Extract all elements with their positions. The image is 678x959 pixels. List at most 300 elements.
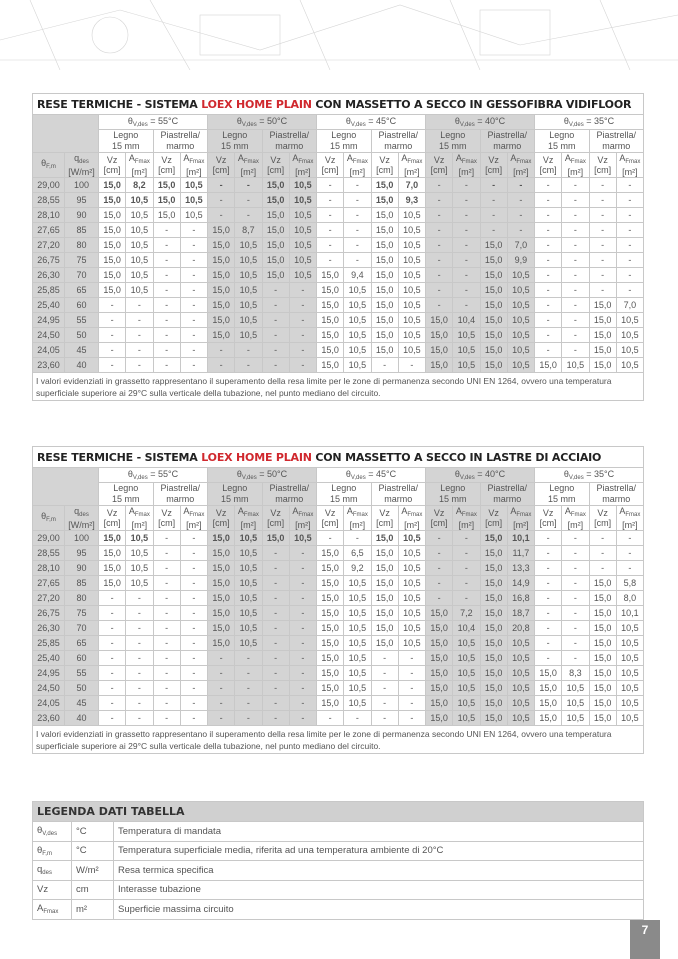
afmax-cell: 10,5 [289,253,316,268]
header-floor-wood [99,130,154,153]
vz-cell: - [208,358,235,373]
vz-cell: 15,0 [480,298,507,313]
afmax-cell: - [562,561,589,576]
header-vz [99,153,126,178]
afmax-cell: 9,3 [398,193,425,208]
subscript: Fmax [625,512,641,518]
specific-yield-cell: 60 [65,651,99,666]
afmax-cell: - [180,666,207,681]
specific-yield-cell: 40 [65,358,99,373]
vz-cell: - [426,576,453,591]
afmax-cell: 10,5 [235,636,262,651]
vz-cell: 15,0 [99,268,126,283]
unit: [m²] [349,520,366,530]
vz-cell: - [317,223,344,238]
vz-cell: - [208,343,235,358]
specific-yield-cell: 65 [65,636,99,651]
theta-symbol: θ [454,469,460,479]
afmax-cell: 10,5 [616,621,643,636]
unit: [m²] [404,520,420,530]
afmax-cell: 10,5 [398,328,425,343]
afmax-cell: 10,5 [562,711,589,726]
vz-cell: - [426,178,453,193]
header-specific-yield [65,506,99,531]
theta-symbol: θ [236,469,242,479]
table-row [33,283,644,298]
afmax-cell: 10,5 [344,681,371,696]
theta-symbol: θ [41,158,47,168]
afmax-cell: 13,3 [507,561,534,576]
table-row [33,561,644,576]
afmax-cell: - [562,621,589,636]
vz-cell: - [208,193,235,208]
vz-cell: 15,0 [480,561,507,576]
afmax-cell: 10,5 [235,298,262,313]
afmax-cell: - [180,681,207,696]
afmax-cell: - [180,223,207,238]
surface-temp-cell: 24,05 [33,696,65,711]
afmax-cell: 10,5 [398,343,425,358]
vz-cell: 15,0 [371,606,398,621]
vz-cell: - [480,223,507,238]
unit: [m²] [349,167,366,177]
vz-cell: - [317,178,344,193]
legend-unit: m² [72,900,114,920]
specific-yield-cell: 85 [65,576,99,591]
specific-yield-cell: 45 [65,343,99,358]
vz-cell: - [153,711,180,726]
afmax-cell: - [289,313,316,328]
vz-cell: 15,0 [208,561,235,576]
afmax-cell: - [453,283,480,298]
table-row [33,711,644,726]
afmax-cell: - [126,328,153,343]
vz-cell: - [153,343,180,358]
vz-label: Vz [270,508,281,518]
vz-cell: 15,0 [317,268,344,283]
vz-cell: 15,0 [317,283,344,298]
afmax-cell: 10,5 [398,576,425,591]
afmax-cell: - [616,546,643,561]
vz-cell: 15,0 [426,606,453,621]
header-floor-wood [317,130,372,153]
afmax-cell: 10,5 [507,343,534,358]
specific-yield-cell: 55 [65,313,99,328]
afmax-cell: - [289,666,316,681]
vz-cell: 15,0 [480,313,507,328]
unit: [m²] [567,167,584,177]
afmax-cell: 10,5 [562,681,589,696]
vz-cell: 15,0 [426,328,453,343]
legend-symbol [33,861,72,881]
specific-yield-cell: 75 [65,253,99,268]
vz-cell: - [535,343,562,358]
afmax-cell: - [398,711,425,726]
afmax-cell: - [126,343,153,358]
vz-cell: - [208,178,235,193]
afmax-cell: 10,5 [398,238,425,253]
vz-cell: 15,0 [208,636,235,651]
floor-thickness: 15 mm [329,141,358,151]
table-row [33,666,644,681]
specific-yield-cell: 65 [65,283,99,298]
vz-cell: - [262,298,289,313]
vz-cell: 15,0 [262,178,289,193]
unit: [m²] [240,520,257,530]
afmax-cell: - [180,606,207,621]
q-symbol: q [74,506,80,516]
floor-label: Piastrella/ [378,130,418,140]
thermal-yield-table-acciaio [32,446,644,754]
header-vz [317,153,344,178]
afmax-cell: - [616,268,643,283]
vz-cell: 15,0 [153,208,180,223]
afmax-cell: 10,5 [616,666,643,681]
floor-label: Piastrella/ [596,483,636,493]
unit: [m²] [186,520,202,530]
header-floor-tile [371,130,426,153]
vz-cell: 15,0 [480,636,507,651]
vz-cell: 15,0 [208,591,235,606]
legend-row [33,900,644,920]
subscript: Fmax [298,512,314,518]
afmax-cell: 10,5 [507,696,534,711]
vz-cell: 15,0 [317,621,344,636]
floor-label: Legno [549,483,575,493]
surface-temp-cell: 23,60 [33,358,65,373]
surface-temp-cell: 24,95 [33,666,65,681]
a-label: A [346,153,353,163]
temp-value: = 50°C [259,116,288,126]
surface-temp-cell: 24,05 [33,343,65,358]
header-vz [589,153,616,178]
legend-symbol [33,900,72,920]
vz-label: Vz [379,508,390,518]
symbol: A [37,903,44,915]
vz-cell: - [262,681,289,696]
table-row [33,591,644,606]
vz-cell: 15,0 [535,711,562,726]
afmax-cell: - [453,223,480,238]
vz-cell: 15,0 [480,591,507,606]
vz-cell: - [262,328,289,343]
table-row [33,531,644,546]
vz-cell: 15,0 [371,591,398,606]
vz-cell: - [589,178,616,193]
unit: [W/m²] [68,167,95,177]
afmax-cell: 8,3 [562,666,589,681]
afmax-cell: - [235,208,262,223]
vz-cell: - [99,651,126,666]
afmax-cell: 10,5 [344,696,371,711]
table-row [33,651,644,666]
vz-label: Vz [270,155,281,165]
header-supply-temp [99,468,208,483]
vz-cell: 15,0 [317,561,344,576]
floor-label: Piastrella/ [487,483,527,493]
afmax-cell: - [235,711,262,726]
unit: [cm] [158,165,176,175]
header-floor-tile [153,483,208,506]
vz-cell: - [262,576,289,591]
afmax-cell: 16,8 [507,591,534,606]
vz-cell: - [153,696,180,711]
header-floor-tile [480,130,535,153]
a-label: A [128,153,135,163]
afmax-cell: - [344,193,371,208]
surface-temp-cell: 26,75 [33,606,65,621]
vz-cell: - [426,591,453,606]
afmax-cell: - [180,636,207,651]
subscript: V,des [241,475,257,481]
vz-cell: 15,0 [589,696,616,711]
vz-cell: - [317,253,344,268]
afmax-cell: 7,2 [453,606,480,621]
afmax-cell: - [180,561,207,576]
vz-cell: 15,0 [480,531,507,546]
subscript: Fmax [352,512,368,518]
vz-cell: - [262,283,289,298]
unit: [m²] [458,520,475,530]
vz-label: Vz [542,508,554,518]
surface-temp-cell: 28,55 [33,193,65,208]
page-number: 7 [630,920,660,959]
floor-thickness: 15 mm [438,494,467,504]
vz-cell: - [426,531,453,546]
specific-yield-cell: 90 [65,561,99,576]
vz-cell: 15,0 [208,606,235,621]
vz-cell: - [153,606,180,621]
afmax-cell: 10,5 [344,666,371,681]
afmax-cell: - [562,178,589,193]
table-row [33,606,644,621]
afmax-cell: 20,8 [507,621,534,636]
afmax-cell: 10,5 [180,193,207,208]
vz-label: Vz [433,155,445,165]
afmax-cell: - [235,358,262,373]
vz-cell: - [153,621,180,636]
floor-label: marmo [493,141,522,151]
afmax-cell: - [126,298,153,313]
afmax-cell: - [235,696,262,711]
surface-temp-cell: 25,40 [33,651,65,666]
header-supply-temp [535,115,644,130]
afmax-cell: 10,5 [235,283,262,298]
legend-unit: W/m² [72,861,114,881]
vz-cell: 15,0 [153,193,180,208]
header-supply-temp [99,115,208,130]
vz-cell: 15,0 [371,178,398,193]
subscript: des [79,159,89,165]
header-floor-tile [480,483,535,506]
unit: [cm] [212,518,230,528]
vz-cell: 15,0 [208,531,235,546]
afmax-cell: - [289,651,316,666]
afmax-cell: - [616,238,643,253]
header-supply-temp [317,115,426,130]
vz-cell: - [153,651,180,666]
vz-cell: - [426,238,453,253]
vz-cell: 15,0 [208,313,235,328]
afmax-cell: - [289,358,316,373]
header-supply-temp [208,115,317,130]
vz-cell: 15,0 [371,621,398,636]
afmax-cell: - [289,681,316,696]
vz-cell: - [99,711,126,726]
subscript: Fmax [134,159,150,165]
temp-value: = 35°C [586,469,615,479]
theta-symbol: θ [563,469,569,479]
vz-cell: 15,0 [317,651,344,666]
afmax-cell: 10,4 [453,621,480,636]
afmax-cell: - [289,621,316,636]
afmax-cell: - [289,343,316,358]
afmax-cell: - [398,681,425,696]
table-title [33,447,644,468]
afmax-cell: - [453,546,480,561]
vz-cell: 15,0 [426,313,453,328]
title-brand: LOEX HOME PLAIN [201,450,312,464]
table-title [33,94,644,115]
header-afmax [398,506,425,531]
floor-label: marmo [275,141,304,151]
afmax-cell: 10,5 [235,621,262,636]
vz-cell: 15,0 [317,666,344,681]
afmax-cell: 10,5 [507,711,534,726]
afmax-cell: - [344,238,371,253]
vz-cell: - [99,636,126,651]
vz-cell: - [99,298,126,313]
floor-label: Piastrella/ [596,130,636,140]
afmax-cell: - [398,651,425,666]
vz-cell: 15,0 [426,358,453,373]
afmax-cell: 10,5 [453,636,480,651]
header-vz [480,153,507,178]
afmax-cell: - [562,223,589,238]
vz-cell: - [153,681,180,696]
table-note: I valori evidenziati in grassetto rappresentano il superamento della resa limite per le zone di permanenza secondo UNI EN 1264, ovvero una temperatura superficiale superiore ai 29°C sulla verticale della tubazione, nel punto mediano del circuito. [33,373,644,401]
header-vz [426,506,453,531]
table-row [33,546,644,561]
a-label: A [564,153,571,163]
theta-symbol: θ [41,511,47,521]
floor-label: marmo [166,141,195,151]
vz-cell: 15,0 [317,546,344,561]
legend-unit: °C [72,841,114,861]
afmax-cell: - [126,358,153,373]
floor-thickness: 15 mm [329,494,358,504]
title-prefix: RESE TERMICHE - SISTEMA [37,97,202,111]
specific-yield-cell: 50 [65,328,99,343]
surface-temp-cell: 25,85 [33,636,65,651]
vz-cell: - [99,606,126,621]
afmax-cell: 10,5 [453,343,480,358]
vz-cell: - [535,546,562,561]
vz-cell: 15,0 [589,651,616,666]
vz-cell: - [535,651,562,666]
afmax-cell: 10,5 [126,223,153,238]
vz-label: Vz [215,508,227,518]
vz-cell: 15,0 [589,576,616,591]
unit: [cm] [430,165,448,175]
subscript: V,des [459,122,475,128]
table-row [33,358,644,373]
afmax-cell: 10,5 [344,298,371,313]
vz-cell: - [371,651,398,666]
header-floor-wood [535,130,590,153]
legend-row [33,861,644,881]
floor-label: Legno [113,130,139,140]
vz-cell: 15,0 [480,358,507,373]
a-label: A [292,153,299,163]
table-row [33,193,644,208]
afmax-cell: - [180,621,207,636]
afmax-cell: - [180,313,207,328]
afmax-cell: - [616,253,643,268]
afmax-cell: - [180,576,207,591]
vz-cell: - [99,696,126,711]
afmax-cell: - [180,696,207,711]
temp-value: = 50°C [259,469,288,479]
afmax-cell: - [180,238,207,253]
afmax-cell: 10,5 [126,576,153,591]
afmax-cell: - [235,666,262,681]
header-afmax [344,153,371,178]
afmax-cell: - [180,591,207,606]
legend-row [33,880,644,900]
vz-cell: 15,0 [589,358,616,373]
header-vz [153,506,180,531]
afmax-cell: 5,8 [616,576,643,591]
table-row [33,208,644,223]
afmax-cell: 10,5 [344,358,371,373]
surface-temp-cell: 27,20 [33,238,65,253]
afmax-cell: 10,5 [398,268,425,283]
vz-cell: - [589,238,616,253]
surface-temp-cell: 29,00 [33,178,65,193]
header-afmax [453,153,480,178]
table-row [33,238,644,253]
vz-cell: - [262,636,289,651]
afmax-cell: 10,5 [344,606,371,621]
vz-cell: - [589,561,616,576]
vz-cell: 15,0 [371,636,398,651]
afmax-cell: 10,5 [507,636,534,651]
subscript: V,des [568,122,584,128]
subscript: V,des [350,122,366,128]
floor-label: Piastrella/ [160,483,200,493]
specific-yield-cell: 95 [65,546,99,561]
afmax-cell: - [126,651,153,666]
afmax-cell: - [126,313,153,328]
vz-cell: - [262,621,289,636]
header-vz [208,153,235,178]
header-afmax [562,506,589,531]
vz-cell: - [535,238,562,253]
vz-label: Vz [161,155,172,165]
afmax-cell: 7,0 [507,238,534,253]
floor-label: Piastrella/ [487,130,527,140]
vz-cell: 15,0 [208,238,235,253]
subscript: Fmax [243,159,259,165]
unit: [cm] [485,165,503,175]
vz-cell: 15,0 [535,681,562,696]
table-row [33,253,644,268]
afmax-cell: - [616,208,643,223]
afmax-cell: 10,5 [616,343,643,358]
vz-cell: - [371,696,398,711]
vz-cell: - [317,193,344,208]
